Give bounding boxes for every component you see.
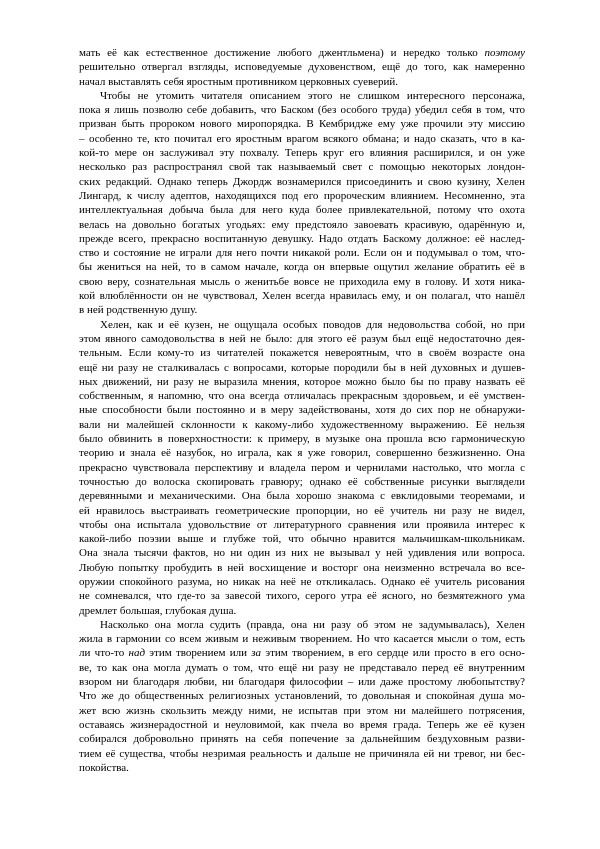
text-line: Лингард, к числу адептов, находящихся под его пророческим влиянием. Несомненно, эта [79,189,525,202]
text-line: ских редакций. Однако теперь Джордж вознамерился присоединить и свою кузину, Хелен [79,175,525,188]
paragraph [79,89,525,318]
text-line: ных движений, ни разу не выразила мнения, которое можно было бы по праву назвать её [79,375,525,388]
text-line: ей нравилось выстраивать геометрические пропорции, но её учитель ни разу не видел, [79,504,525,517]
text-line: интеллектуальная добыча была для него куда более привлекательной, потому что охота [79,204,525,217]
text-line: в ней родственную душу. [79,304,198,317]
text-line: теорию и знала её назубок, но играла, как я уже говорил, совершенно безжизненно. Она [79,447,525,460]
page-text [79,46,525,775]
text-line: Любую попытку пробудить в ней восхищение и восторг она неизменно встречала во все- [79,561,525,574]
text-line: жет всю жизнь скользить между ними, не испытав при этом ни малейшего потрясения, [79,704,525,717]
text-line: прекрасно чувствовала перспективу и владела пером и чернилами настолько, что могла с [79,461,525,474]
text-line: Насколько она могла судить (правда, она ни разу об этом не задумывалась), Хелен [100,618,525,631]
text-line: ещё ни разу не сталкивалась с вопросами, которые породили бы в ней духовных и душев- [79,361,525,374]
text-line: взором ни благодаря любви, ни благодаря философии – или даже простому любопытству? [79,676,525,689]
text-line: мать её как естественное достижение любого джентльмена) и нередко только поэтому [79,47,525,59]
text-line: призван быть пророком нового миропорядка. В Кембридже ему уже прочили эту миссию [79,118,525,131]
text-line: дремлет большая, глубокая душа. [79,604,237,617]
text-line: ве, то как она могла думать о том, что ещё ни разу не представало перед её внутренним [79,661,525,674]
text-line: было обвинить в поверхностности: к примеру, в музыке она прошла всю гармоническую [79,433,525,446]
text-line: прежде всего, прекрасно воспитанную девушку. Надо отдать Баскому должное: её наслед- [79,232,525,245]
paragraph [79,46,525,89]
paragraph [79,618,525,775]
text-line: этом явного самодовольства в ней не было: для этого её разум был ещё недостаточно дея- [79,332,525,345]
text-line: тием её существа, чтобы незримая реальность и дальше не причиняла ей ни тревог, ни бес- [79,747,525,760]
text-line: чтобы она испытала удовольствие от литературного сравнения или проявила интерес к [79,518,525,531]
text-line: Хелен, как и её кузен, не ощущала особых поводов для недовольства собой, но при [100,318,525,331]
text-line: несколько раз распространял свой так называемый свет с помощью некоторых лондон- [79,161,525,174]
text-line: ли что-то над этим творением или за этим творением, в его сердце или просто в его осно- [79,647,525,660]
text-line: оружии спокойного разума, но никак на неё не откликалась. Однако её учитель рисования [79,575,525,588]
text-line: оставаясь жизнерадостной и неуловимой, как пчела во время града. Теперь же её кузен [79,718,525,731]
text-line: не сомневался, что где-то за завесой тихого, серого утра её ясного, но безмятежного ума [79,590,525,603]
text-line: кой влюблённости он не чувствовал, Хелен всегда нравилась ему, и он полагал, что нашёл [79,290,525,303]
text-line: точностью до волоска скопировать гравюру; однако её собственные рисунки выглядели [79,475,525,488]
text-line: – особенно те, кто почитал его яростным врагом всякого обмана; и надо сказать, что в ка- [79,132,525,145]
text-line: Что же до общественных религиозных установлений, то довольная и спокойная душа мо- [79,690,525,703]
text-line: Чтобы не утомить читателя описанием этого не слишком интересного персонажа, [100,89,525,102]
text-line: пока я лишь позволю себе добавить, что Баском (без особого труда) убедил себя в том, что [79,104,525,117]
text-line: тельным. Если кому-то из читателей покажется невероятным, что в своём возрасте она [79,347,525,360]
text-line: решительно отвергал взгляды, исповедуемые духовенством, ещё до того, как намеренно [79,61,525,74]
text-line: вали ни малейшей склонности к какому-либо художественному выражению. Её нельзя [79,418,525,431]
paragraph [79,318,525,618]
text-line: начал выставлять себя яростным противником церковных суеверий. [79,75,399,88]
text-line: Она знала тысячи фактов, но ни один из них не вызывал у ней удивления или вопроса. [79,547,525,560]
text-line: кой-то мере он заслуживал эту похвалу. Теперь круг его влияния расширился, и он уже [79,147,525,160]
text-line: бы жениться на ней, то в самом начале, когда он впервые ощутил желание обратить её в [79,261,525,274]
text-line: ство и состояние не играли для него почти никакой роли. Если он и подумывал о том, что- [79,247,525,260]
text-line: велась на довольно богатых угодьях: ему предстояло завоевать красивую, одарённую и, [79,218,525,231]
text-line: какой-либо поэзии выше и глубже той, что обычно нравится мальчишкам-школьникам. [79,533,525,546]
text-line: ные способности были постоянно и в меру задействованы, хотя до сих пор не обнаружи- [79,404,525,417]
text-line: деревянными и механическими. Она была хорошо знакома с евклидовыми теоремами, и [79,490,525,503]
text-line: собирался добровольно принять на себя попечение за дальнейшим бездуховным разви- [79,733,525,746]
text-line: свою веру, сознательная мысль о женитьбе вовсе не приходила ему в голову. И хотя ника- [79,275,525,288]
text-line: собственным, я напомню, что она всегда отличалась прекрасным здоровьем, и её умствен- [79,390,525,403]
text-line: жила в гармонии со всем живым и неживым творением. Но что касается мысли о том, есть [79,633,525,646]
text-line: покойства. [79,761,129,774]
